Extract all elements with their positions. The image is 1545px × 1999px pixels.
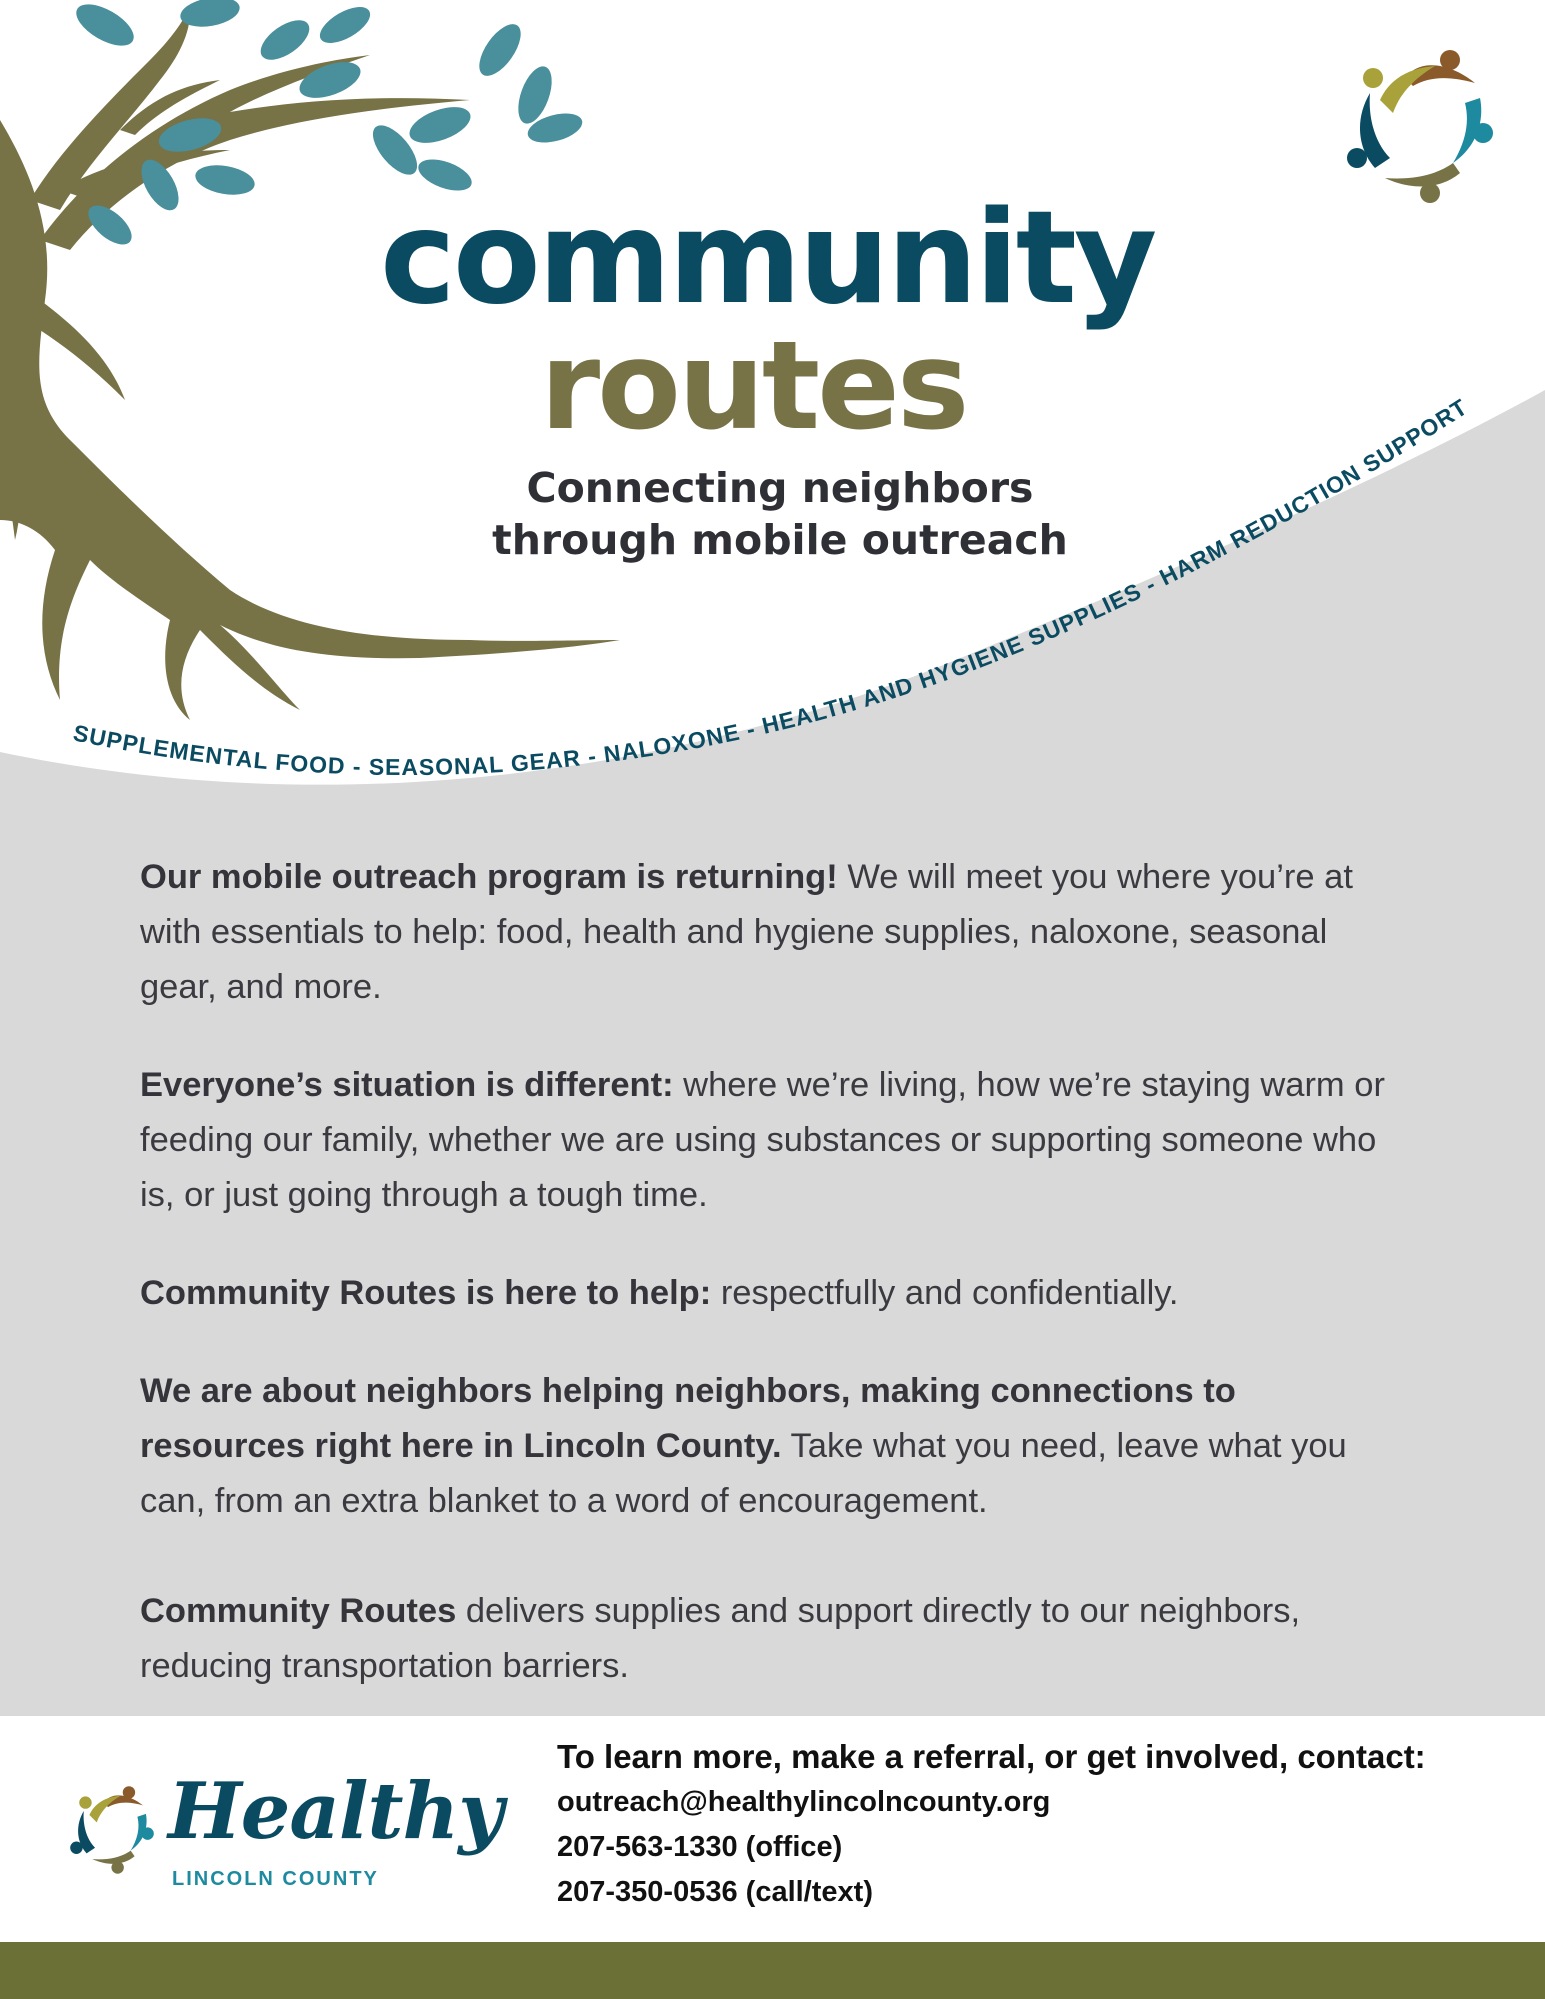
people-circle-logo-icon (1335, 38, 1505, 208)
paragraph-lead: Our mobile outreach program is returning! (140, 858, 838, 896)
subtitle (440, 462, 1120, 566)
logo-wordmark: Healthy (168, 1766, 503, 1857)
title-routes: routes (540, 315, 967, 457)
paragraph-lead: Community Routes (140, 1592, 457, 1630)
paragraph-returning (140, 850, 1410, 1015)
contact-phone-office[interactable]: 207-563-1330 (office) (557, 1831, 843, 1863)
paragraph-lead: Everyone’s situation is different: (140, 1066, 674, 1104)
paragraph-situation (140, 1058, 1410, 1223)
paragraph-text: delivers supplies and support directly to our neighbors, reducing transportation barriers. (140, 1592, 1301, 1685)
paragraph-text: respectfully and confidentially. (711, 1274, 1179, 1312)
contact-email[interactable]: outreach@healthylincolncounty.org (557, 1786, 1051, 1818)
healthy-lincoln-county-logo (64, 1766, 503, 1906)
footer (0, 1716, 1545, 1942)
subtitle-line-1: Connecting neighbors (526, 464, 1034, 512)
paragraph-delivers (140, 1584, 1410, 1694)
logo-subtitle: LINCOLN COUNTY (172, 1868, 379, 1890)
paragraph-text: Take what you need, leave what you can, from an extra blanket to a word of encouragement. (140, 1427, 1347, 1520)
contact-phone-text[interactable]: 207-350-0536 (call/text) (557, 1876, 873, 1908)
paragraph-lead: We are about neighbors helping neighbors, making connections to resources right here in Lincoln County. (140, 1372, 1236, 1465)
contact-heading: To learn more, make a referral, or get involved, contact: (557, 1738, 1426, 1775)
paragraph-neighbors (140, 1364, 1410, 1529)
subtitle-line-2: through mobile outreach (492, 516, 1068, 564)
services-banner: SUPPLEMENTAL FOOD - SEASONAL GEAR - NALOXONE - HEALTH AND HYGIENE SUPPLIES - HARM REDUCTION SUPPORT (70, 393, 1473, 780)
contact-block (557, 1734, 1527, 1915)
paragraph-here-to-help (140, 1266, 1410, 1321)
bottom-bar (0, 1942, 1545, 1999)
body-content (140, 850, 1410, 1737)
paragraph-text: We will meet you where you’re at with essentials to help: food, health and hygiene supplies, naloxone, seasonal gear, and more. (140, 858, 1353, 1006)
paragraph-lead: Community Routes is here to help: (140, 1274, 712, 1312)
title-community: community (380, 184, 1155, 333)
paragraph-text: where we’re living, how we’re staying warm or feeding our family, whether we are using substances or supporting someone who is, or just going through a tough time. (140, 1066, 1385, 1214)
people-circle-small-icon (64, 1780, 160, 1876)
